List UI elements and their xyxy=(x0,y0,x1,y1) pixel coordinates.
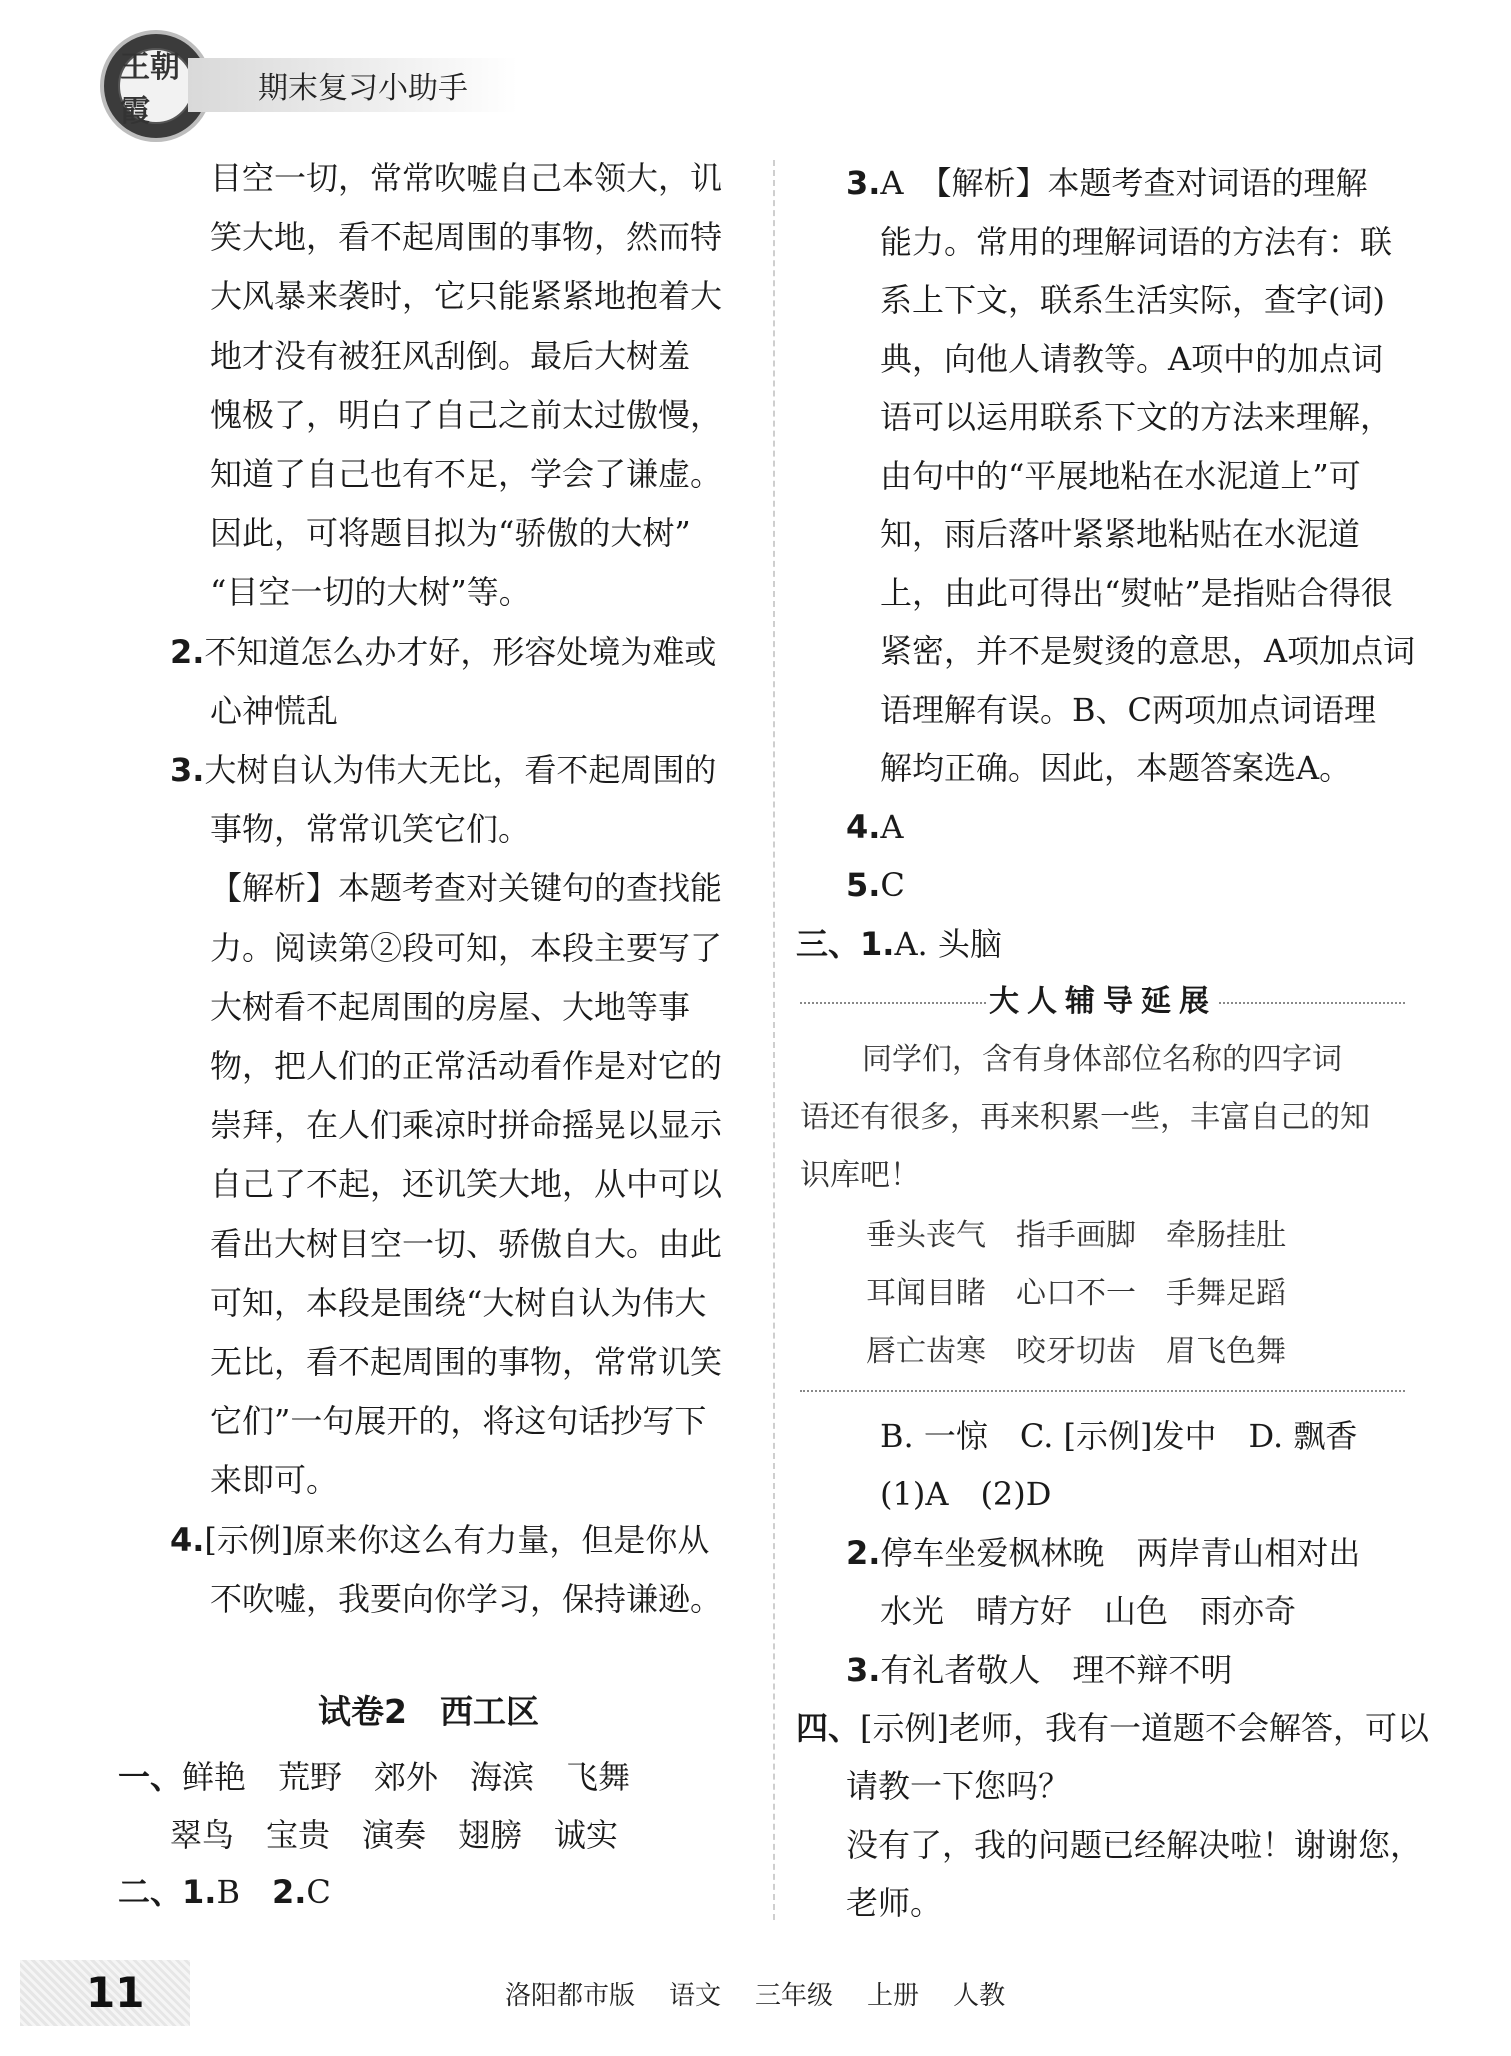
line-text: 由句中的“平展地粘在水泥道上”可 xyxy=(880,456,1361,495)
answer-line xyxy=(846,1650,1232,1690)
line-text: 崇拜，在人们乘凉时拼命摇晃以显示 xyxy=(210,1106,723,1145)
item-number: 3. xyxy=(846,164,881,202)
footer-item: 语文 xyxy=(669,1981,722,2011)
word-list: 翠鸟 宝贵 演奏 翅膀 诚实 xyxy=(170,1816,619,1854)
answer-line xyxy=(880,397,1392,437)
footer-item: 三年级 xyxy=(755,1981,834,2011)
tutor-intro-line: 语还有很多，再来积累一些，丰富自己的知 xyxy=(800,1100,1370,1135)
footer-item: 洛阳都市版 xyxy=(505,1981,636,2011)
answer-line xyxy=(210,1105,722,1145)
header-banner: 期末复习小助手 xyxy=(188,58,518,112)
page-footer xyxy=(0,1950,1511,2056)
answer-line xyxy=(846,1883,942,1923)
word-row xyxy=(118,1757,630,1797)
line-text: 事物，常常讥笑它们。 xyxy=(210,810,531,849)
item-number: 3. xyxy=(846,1650,881,1689)
item-number: 5. xyxy=(846,866,881,904)
line-text: 停车坐爱枫林晚 两岸青山相对出 xyxy=(880,1533,1361,1572)
tutor-intro-line: 同学们，含有身体部位名称的四字词 xyxy=(862,1042,1342,1077)
line-text: 请教一下您吗？ xyxy=(846,1767,1071,1806)
line-text: 水光 晴方好 山色 雨亦奇 xyxy=(880,1592,1297,1631)
line-text: 地才没有被狂风刮倒。最后大树羞 xyxy=(210,336,691,375)
line-text: 解均正确。因此，本题答案选A。 xyxy=(880,749,1352,787)
title-rule-right xyxy=(1216,1002,1405,1004)
line-text: 典，向他人请教等。A项中的加点词 xyxy=(880,339,1384,378)
answer-line xyxy=(210,809,530,849)
line-text: 因此，可将题目拟为“骄傲的大树” xyxy=(210,514,691,553)
line-text: 不吹嘘，我要向你学习，保持谦逊。 xyxy=(210,1579,723,1618)
answer-line xyxy=(210,336,690,376)
answer-line xyxy=(210,987,690,1027)
answer-line xyxy=(880,456,1361,496)
line-text: 不知道怎么办才好，形容处境为难或 xyxy=(204,632,717,671)
answer-line xyxy=(210,276,722,316)
idiom-row: 垂头丧气 指手画脚 牵肠挂肚 xyxy=(866,1218,1286,1253)
word-list: 鲜艳 荒野 郊外 海滨 飞舞 xyxy=(182,1758,631,1796)
line-text: 知道了自己也有不足，学会了谦虚。 xyxy=(210,455,723,493)
item-number: 2. xyxy=(846,1533,881,1572)
page-number: 11 xyxy=(86,1968,145,2017)
answer-line xyxy=(210,513,691,553)
line-text: 【解析】本题考查对关键句的查找能 xyxy=(210,869,723,908)
answer-line xyxy=(880,690,1376,730)
section-two xyxy=(118,1872,331,1912)
answer-line xyxy=(880,748,1351,788)
tutor-intro-line: 识库吧！ xyxy=(800,1158,920,1193)
answer-line xyxy=(210,572,531,612)
line-text: “目空一切的大树”等。 xyxy=(210,573,531,612)
answer-line xyxy=(170,632,716,672)
item-number: 4. xyxy=(846,807,881,846)
answer-line xyxy=(210,1460,338,1500)
answer-line xyxy=(210,454,722,494)
line-text: 能力。常用的理解词语的方法有：联 xyxy=(880,222,1393,261)
answer-line xyxy=(880,631,1415,671)
answer-line xyxy=(170,750,716,790)
line-text: 没有了，我的问题已经解决啦！谢谢您， xyxy=(846,1825,1423,1864)
answer-line xyxy=(880,1591,1296,1631)
line-text: 它们”一句展开的，将这句话抄写下 xyxy=(210,1402,707,1441)
answer-line xyxy=(880,514,1360,554)
answer-line xyxy=(796,1708,1429,1748)
page-header xyxy=(78,28,498,140)
footer-info xyxy=(505,1976,1039,2016)
answer-line xyxy=(880,1416,1357,1456)
answer-line xyxy=(880,1474,1051,1514)
section-title: 试卷2 西工区 xyxy=(318,1692,539,1731)
item-number: 4. xyxy=(170,1520,205,1559)
section-two-number-2: 2. xyxy=(271,1873,307,1911)
item-number: 三、1. xyxy=(796,924,895,963)
tutor-box-title xyxy=(800,980,1405,1024)
answer-line xyxy=(210,1224,722,1264)
idiom-row: 耳闻目睹 心口不一 手舞足蹈 xyxy=(866,1276,1286,1311)
line-text: 语可以运用联系下文的方法来理解， xyxy=(880,398,1393,436)
footer-item: 人教 xyxy=(953,1981,1006,2011)
line-text: B. 一惊 C. [示例]发中 D. 飘香 xyxy=(880,1417,1358,1455)
line-text: A 【解析】本题考查对词语的理解 xyxy=(880,164,1368,202)
answer-line xyxy=(796,924,1002,964)
line-text: (1)A (2)D xyxy=(880,1475,1052,1514)
line-text: [示例]原来你这么有力量，但是你从 xyxy=(204,1520,710,1559)
answer-line xyxy=(846,163,1368,203)
answer-line xyxy=(880,339,1383,379)
section-two-number: 二、1. xyxy=(118,1873,217,1911)
line-text: A xyxy=(880,807,904,846)
column-divider xyxy=(773,160,775,1920)
answer-line xyxy=(210,1401,706,1441)
answer-line xyxy=(846,807,904,847)
line-text: 大风暴来袭时，它只能紧紧地抱着大 xyxy=(210,277,723,316)
item-number: 2. xyxy=(170,632,205,671)
line-text: 系上下文，联系生活实际，查字(词) xyxy=(880,281,1385,319)
line-text: 力。阅读第②段可知，本段主要写了 xyxy=(210,928,723,967)
section-two-answer-2: C xyxy=(306,1873,331,1911)
answer-line xyxy=(210,158,722,198)
line-text: A. 头脑 xyxy=(894,924,1002,963)
answer-line xyxy=(210,1046,722,1086)
line-text: 自己了不起，还讥笑大地，从中可以 xyxy=(210,1165,723,1204)
tutor-box-heading: 大人辅导延展 xyxy=(988,980,1218,1024)
line-text: 可知，本段是围绕“大树自认为伟大 xyxy=(210,1283,707,1322)
answer-line xyxy=(846,1533,1360,1573)
idiom-row: 唇亡齿寒 咬牙切齿 眉飞色舞 xyxy=(866,1334,1286,1369)
word-row xyxy=(170,1815,618,1855)
answer-line xyxy=(846,865,905,905)
line-text: 大树自认为伟大无比，看不起周围的 xyxy=(204,751,717,789)
tutor-box-bottom-rule xyxy=(800,1390,1405,1392)
line-text: 上，由此可得出“熨帖”是指贴合得很 xyxy=(880,573,1393,612)
answer-line xyxy=(210,1164,722,1204)
line-text: 目空一切，常常吹嘘自己本领大，讥 xyxy=(210,159,723,197)
line-text: 愧极了，明白了自己之前太过傲慢， xyxy=(210,395,723,434)
answer-line xyxy=(210,395,722,435)
line-text: [示例]老师，我有一道题不会解答，可以 xyxy=(860,1709,1429,1747)
line-text: 无比，看不起周围的事物，常常讥笑 xyxy=(210,1343,723,1381)
item-number: 3. xyxy=(170,751,205,789)
line-text: 有礼者敬人 理不辩不明 xyxy=(880,1650,1233,1689)
answer-line xyxy=(880,573,1393,613)
answer-line xyxy=(880,280,1385,320)
footer-item: 上册 xyxy=(867,1981,920,2011)
answer-line xyxy=(210,217,722,257)
answer-line xyxy=(210,1283,706,1323)
answer-line xyxy=(210,928,722,968)
item-number: 四、 xyxy=(796,1709,861,1747)
answer-line xyxy=(210,1342,722,1382)
line-text: 笑大地，看不起周围的事物，然而特 xyxy=(210,218,723,257)
section-two-answer-1: B xyxy=(216,1873,272,1911)
logo-text: 王朝霞 xyxy=(118,48,194,124)
line-text: C xyxy=(880,866,905,904)
section-number: 一、 xyxy=(118,1758,183,1796)
answer-line xyxy=(210,1579,722,1619)
line-text: 来即可。 xyxy=(210,1461,339,1500)
answer-line xyxy=(170,1520,709,1560)
answer-line xyxy=(210,868,722,908)
line-text: 紧密，并不是熨烫的意思，A项加点词 xyxy=(880,632,1416,670)
line-text: 语理解有误。B、C两项加点词语理 xyxy=(880,690,1377,729)
answer-line xyxy=(210,691,338,731)
line-text: 大树看不起周围的房屋、大地等事 xyxy=(210,987,691,1026)
line-text: 物，把人们的正常活动看作是对它的 xyxy=(210,1047,723,1085)
answer-line xyxy=(846,1825,1422,1865)
line-text: 看出大树目空一切、骄傲自大。由此 xyxy=(210,1224,723,1263)
line-text: 知，雨后落叶紧紧地粘贴在水泥道 xyxy=(880,515,1361,553)
answer-line xyxy=(846,1766,1070,1806)
line-text: 老师。 xyxy=(846,1884,943,1923)
answer-line xyxy=(880,222,1392,262)
title-rule-left xyxy=(800,1002,990,1004)
line-text: 心神慌乱 xyxy=(210,691,339,730)
